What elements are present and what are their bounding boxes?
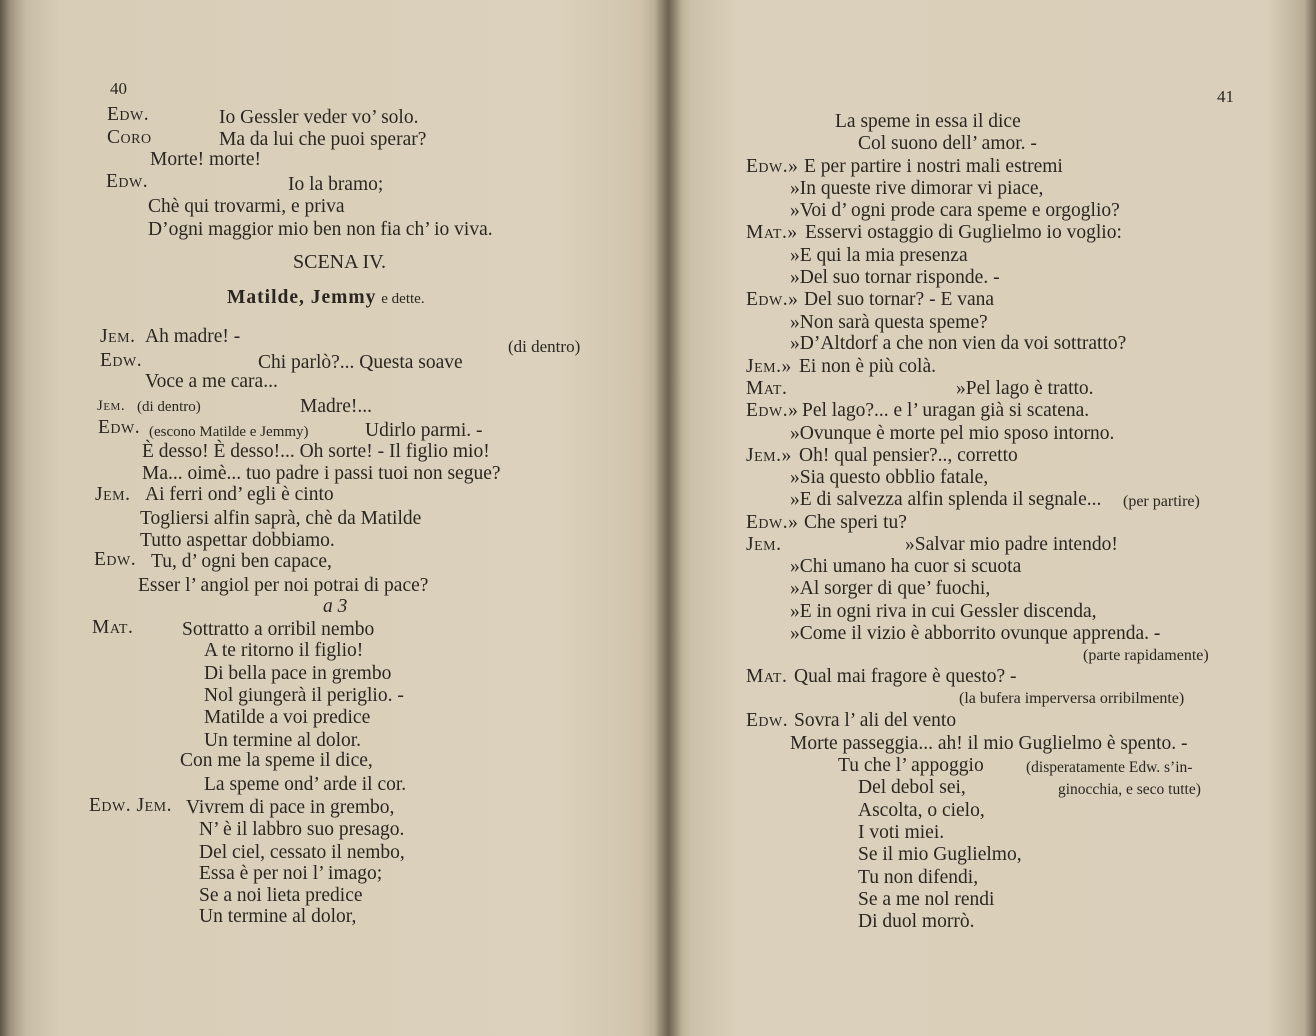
verse-line: »Pel lago è tratto. [956, 378, 1094, 399]
verse-line: Tu, d’ ogni ben capace, [151, 551, 332, 572]
verse-line: Tu che l’ appoggio [838, 755, 984, 776]
verse-line: Un termine al dolor. [204, 730, 362, 751]
verse-line: Del ciel, cessato il nembo, [199, 842, 405, 863]
speaker: Edw. [94, 549, 137, 570]
verse-line: Col suono dell’ amor. - [858, 133, 1037, 154]
verse-line: Esservi ostaggio di Guglielmo io voglio: [805, 222, 1122, 243]
ensemble-marker: a 3 [323, 596, 348, 617]
speaker: Edw.» [746, 512, 799, 533]
stage-direction: (disperatamente Edw. s’in- [1026, 759, 1193, 776]
verse-line: Se il mio Guglielmo, [858, 844, 1022, 865]
verse-line: »Come il vizio è abborrito ovunque apprenda. - [790, 623, 1161, 644]
verse-line: »Del suo tornar risponde. - [790, 267, 1000, 288]
verse-line: Di bella pace in grembo [204, 663, 392, 684]
verse-line: Vivrem di pace in grembo, [186, 797, 395, 818]
page-number: 40 [110, 79, 127, 98]
page-number: 41 [1217, 87, 1234, 106]
verse-line: »E qui la mia presenza [790, 245, 968, 266]
stage-direction: (parte rapidamente) [1083, 647, 1209, 664]
verse-line: Ma... oimè... tuo padre i passi tuoi non segue? [142, 463, 501, 484]
verse-line: Tutto aspettar dobbiamo. [140, 530, 335, 551]
verse-line: A te ritorno il figlio! [204, 640, 364, 661]
speaker: Mat. [746, 378, 788, 399]
speaker: Jem. [100, 326, 136, 347]
verse-line: Qual mai fragore è questo? - [794, 666, 1017, 687]
verse-line: »Chi umano ha cuor si scuota [790, 556, 1022, 577]
speaker: Jem. [97, 398, 126, 414]
verse-line: Di duol morrò. [858, 911, 975, 932]
verse-line: Un termine al dolor, [199, 906, 357, 927]
verse-line: »Non sarà questa speme? [790, 312, 988, 333]
book-gutter [654, 0, 682, 1036]
verse-line: La speme in essa il dice [835, 111, 1021, 132]
speaker: Mat. [746, 666, 788, 687]
speaker: Edw. [100, 350, 143, 371]
speaker: Edw. [106, 171, 149, 192]
stage-direction: (la bufera imperversa orribilmente) [959, 690, 1185, 707]
verse-line: Matilde a voi predice [204, 707, 371, 728]
verse-line: Ah madre! - [145, 326, 241, 347]
verse-line: Nol giungerà il periglio. - [204, 685, 404, 706]
speaker: Edw. [746, 710, 789, 731]
verse-line: Oh! qual pensier?.., corretto [799, 445, 1018, 466]
verse-line: Udirlo parmi. - [365, 420, 483, 441]
stage-direction: (per partire) [1123, 493, 1200, 510]
verse-line: Togliersi alfin saprà, chè da Matilde [140, 508, 422, 529]
verse-line: Ma da lui che puoi sperar? [219, 129, 427, 150]
stage-direction: (escono Matilde e Jemmy) [149, 424, 309, 440]
verse-line: »Al sorger di que’ fuochi, [790, 578, 991, 599]
speaker: Edw. Jem. [89, 795, 172, 816]
verse-line: Chi parlò?... Questa soave [258, 352, 463, 373]
verse-line: Del debol sei, [858, 777, 966, 798]
speaker: Jem. [746, 534, 782, 555]
verse-line: Ai ferri ond’ egli è cinto [145, 484, 334, 505]
verse-line: Esser l’ angiol per noi potrai di pace? [138, 575, 429, 596]
verse-line: È desso! È desso!... Oh sorte! - Il figlio mio! [142, 441, 490, 462]
scene-heading: SCENA IV. [293, 251, 386, 273]
verse-line: N’ è il labbro suo presago. [199, 819, 405, 840]
verse-line: Madre!... [300, 396, 373, 417]
scene-characters [227, 287, 425, 310]
speaker: Coro [107, 127, 152, 148]
verse-line: Voce a me cara... [145, 371, 278, 392]
verse-line: E per partire i nostri mali estremi [804, 156, 1063, 177]
verse-line: »Salvar mio padre intendo! [905, 534, 1118, 555]
speaker: Jem. [95, 484, 131, 505]
verse-line: »E di salvezza alfin splenda il segnale... [790, 489, 1102, 510]
speaker: Mat. [92, 617, 134, 638]
verse-line: Ascolta, o cielo, [858, 800, 985, 821]
verse-line: Se a me nol rendi [858, 889, 995, 910]
verse-line: Se a noi lieta predice [199, 885, 363, 906]
speaker: Edw.» [746, 289, 799, 310]
verse-line: Con me la speme il dice, [180, 750, 373, 771]
verse-line: »Voi d’ ogni prode cara speme e orgoglio? [790, 200, 1120, 221]
stage-direction: (di dentro) [508, 337, 581, 356]
verse-line: Io la bramo; [288, 174, 384, 195]
verse-line: Chè qui trovarmi, e priva [148, 196, 345, 217]
speaker: Jem.» [746, 356, 792, 377]
verse-line: Io Gessler veder vo’ solo. [219, 107, 419, 128]
verse-line: Essa è per noi l’ imago; [199, 863, 383, 884]
speaker: Edw. [98, 417, 141, 438]
speaker: Edw.» [746, 400, 799, 421]
verse-line: »Ovunque è morte pel mio sposo intorno. [790, 423, 1115, 444]
verse-line: D’ogni maggior mio ben non fia ch’ io viva. [148, 219, 493, 240]
scene-characters-names: Matilde, Jemmy [227, 287, 377, 308]
verse-line: Ei non è più colà. [799, 356, 937, 377]
verse-line: Che speri tu? [804, 512, 907, 533]
speaker: Mat.» [746, 222, 798, 243]
speaker: Edw. [107, 104, 150, 125]
verse-line: Sottratto a orribil nembo [182, 619, 375, 640]
stage-direction: (di dentro) [137, 399, 201, 415]
verse-line: »In queste rive dimorar vi piace, [790, 178, 1044, 199]
speaker: Jem.» [746, 445, 792, 466]
verse-line: I voti miei. [858, 822, 945, 843]
verse-line: »Sia questo obblio fatale, [790, 467, 989, 488]
verse-line: »D’Altdorf a che non vien da voi sottratto? [790, 333, 1127, 354]
verse-line: Morte passeggia... ah! il mio Guglielmo è spento. - [790, 733, 1188, 754]
verse-line: »E in ogni riva in cui Gessler discenda, [790, 601, 1097, 622]
right-page [668, 0, 1316, 1036]
verse-line: Sovra l’ ali del vento [794, 710, 957, 731]
verse-line: Pel lago?... e l’ uragan già si scatena. [802, 400, 1090, 421]
verse-line: Del suo tornar? - E vana [804, 289, 995, 310]
verse-line: Tu non difendi, [858, 867, 979, 888]
scene-characters-suffix: e dette. [381, 291, 425, 307]
verse-line: La speme ond’ arde il cor. [204, 774, 407, 795]
stage-direction: ginocchia, e seco tutte) [1058, 781, 1201, 798]
verse-line: Morte! morte! [150, 149, 262, 170]
speaker: Edw.» [746, 156, 799, 177]
